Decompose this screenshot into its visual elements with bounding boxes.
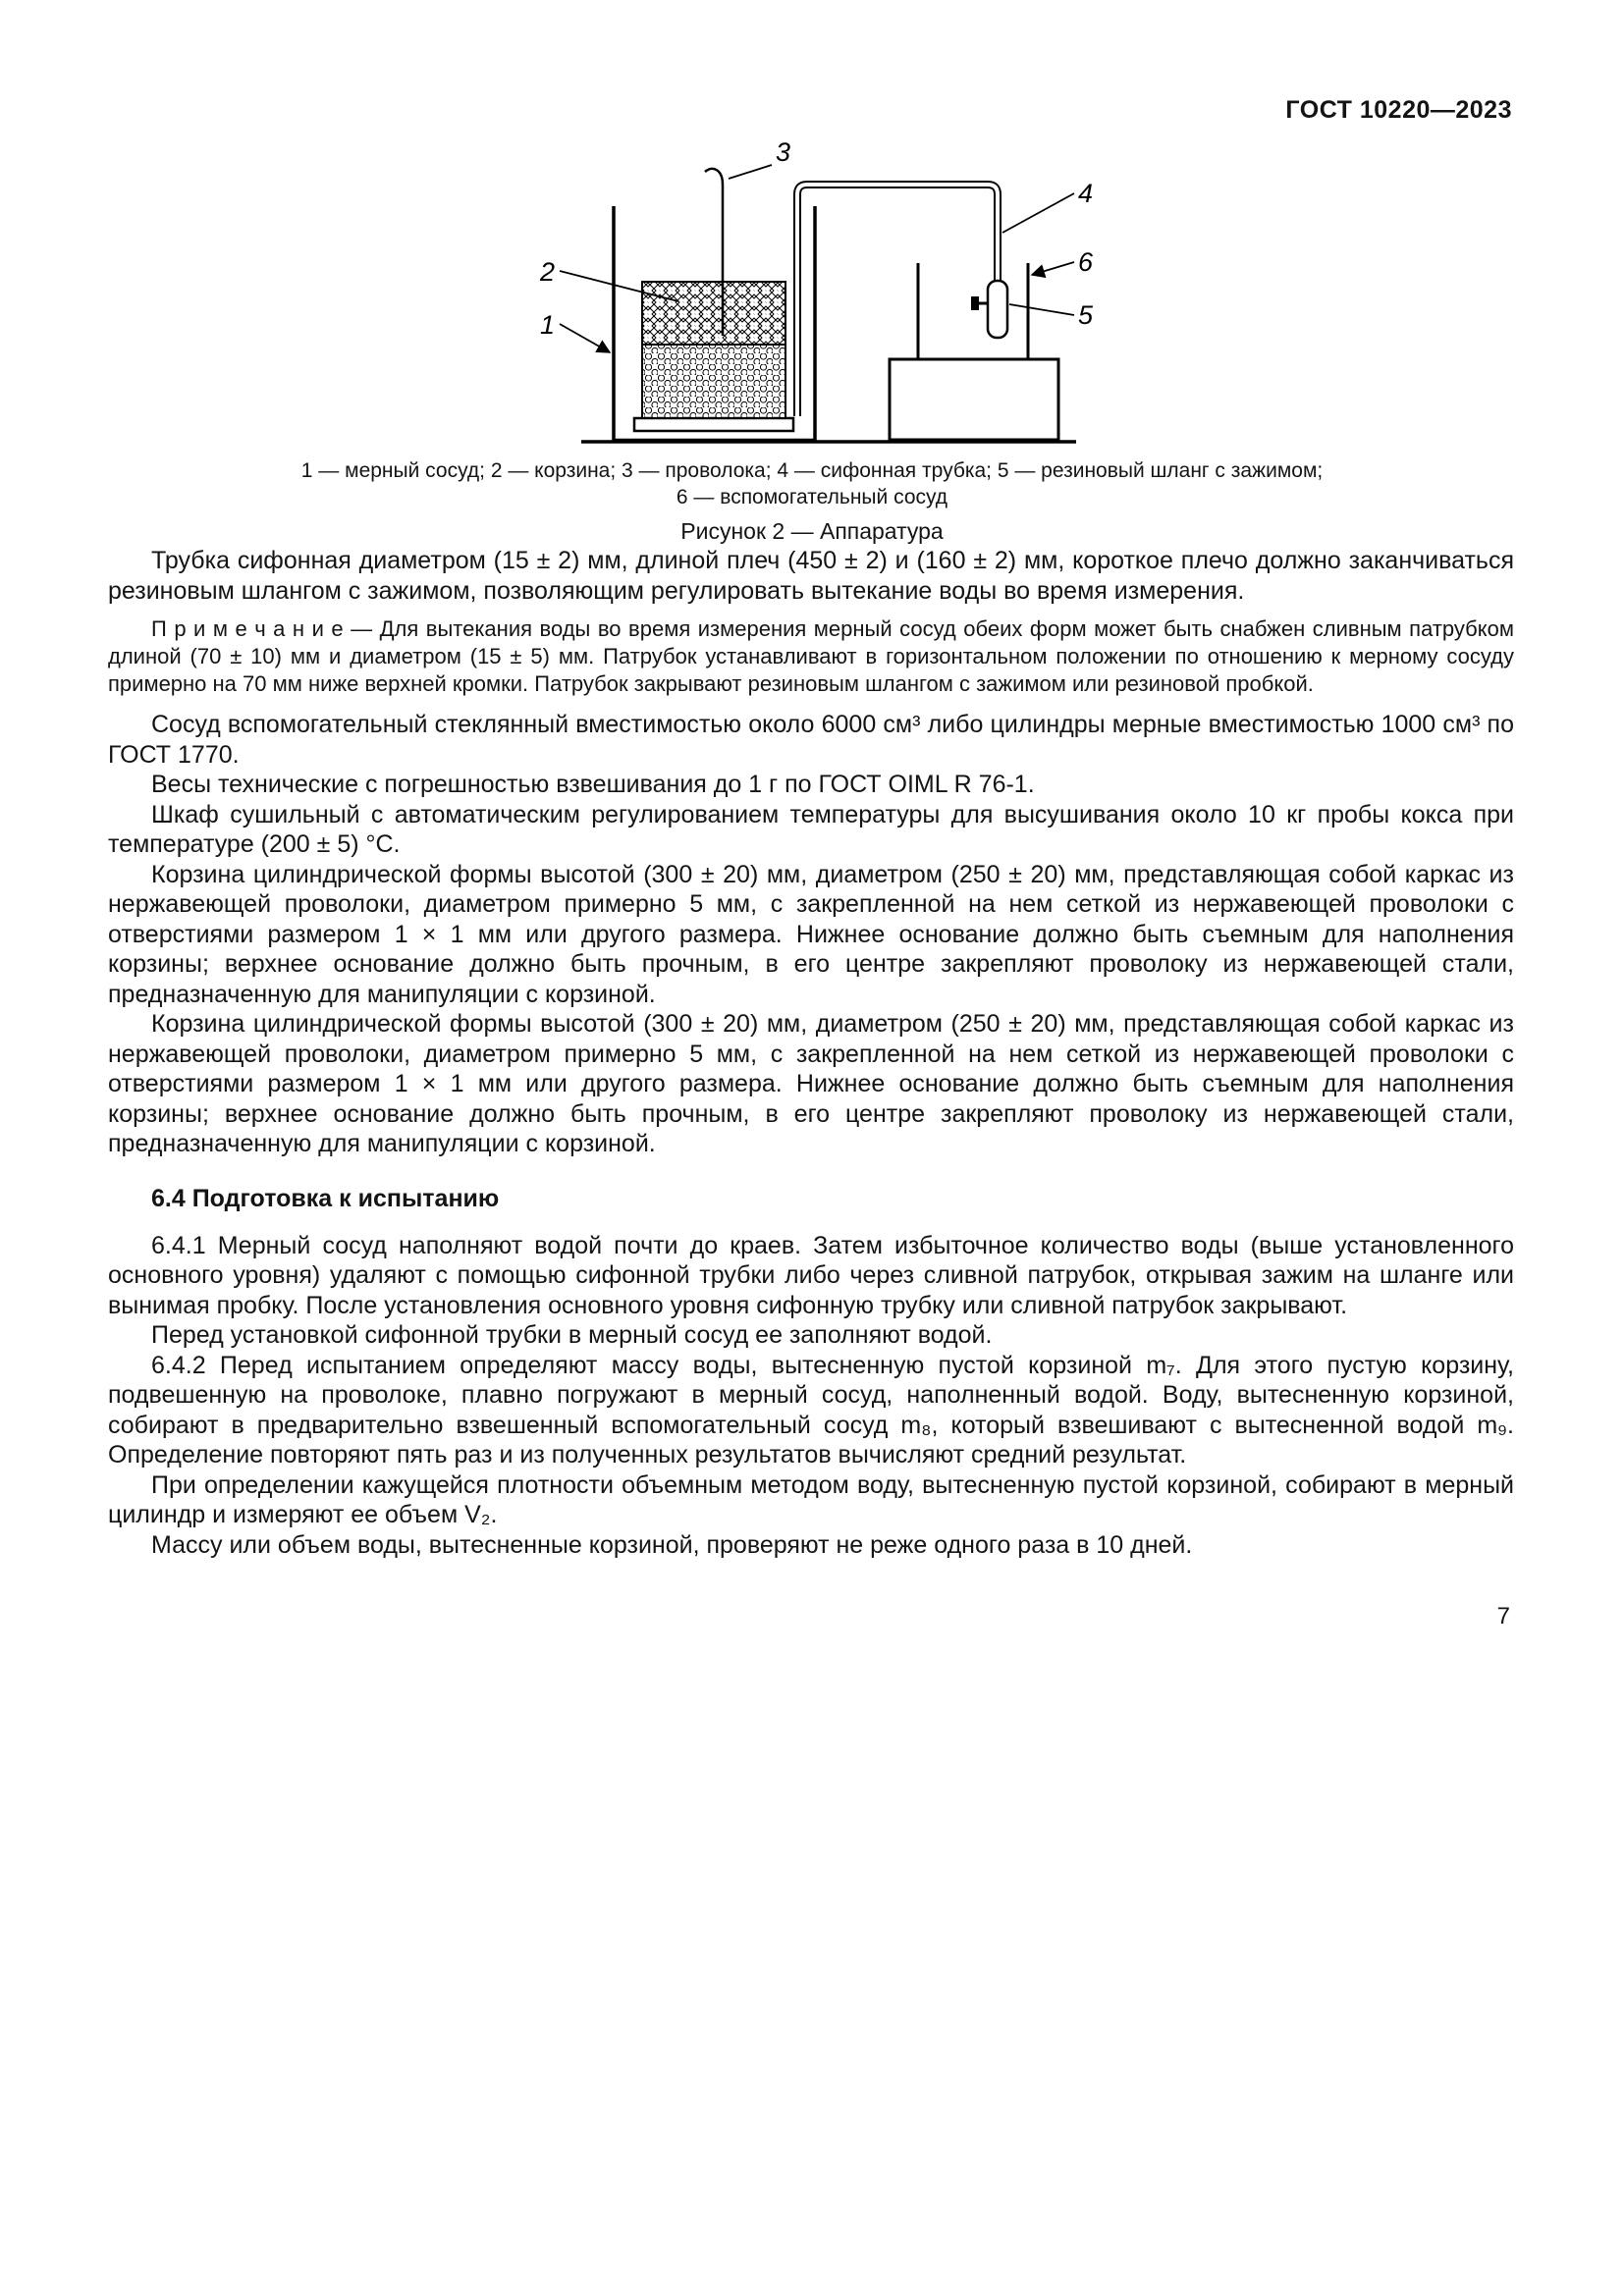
paragraph-siphon-tube: Трубка сифонная диаметром (15 ± 2) мм, длиной плеч (450 ± 2) и (160 ± 2) мм, короткое плечо должно заканчиваться резиновым шлангом с зажимом, позволяющим регулировать вытекание воды во время измерения. xyxy=(108,547,1514,605)
section-heading-6-4: 6.4 Подготовка к испытанию xyxy=(151,1184,500,1212)
paragraph-basket-1: Корзина цилиндрической формы высотой (300 ± 20) мм, диаметром (250 ± 20) мм, представляющая собой каркас из нержавеющей проволоки, диаметром примерно 5 мм, с закрепленной на нем сеткой из нержавеющей проволоки с отверстиями размером 1 × 1 мм или другого размера. Нижнее основание должно быть съемным для наполнения корзины; верхнее основание должно быть прочным, в его центре закрепляют проволоку из нержавеющей стали, предназначенную для манипуляции с корзиной. xyxy=(108,860,1514,1008)
figure-label-5: 5 xyxy=(1078,300,1094,330)
figure-title: Рисунок 2 — Аппаратура xyxy=(680,518,944,544)
figure-apparatus xyxy=(0,137,1624,550)
auxiliary-vessel-shape xyxy=(918,263,1028,359)
paragraph-scales: Весы технические с погрешностью взвешивания до 1 г по ГОСТ OIML R 76-1. xyxy=(151,771,1035,798)
doc-number: ГОСТ 10220—2023 xyxy=(1285,96,1512,124)
apparatus-diagram xyxy=(530,137,1139,461)
figure-label-3: 3 xyxy=(776,137,791,167)
figure-label-4: 4 xyxy=(1078,179,1094,208)
paragraph-drying-oven: Шкаф сушильный с автоматическим регулированием температуры для высушивания около 10 кг пробы кокса при температуре (200 ± 5) °С. xyxy=(108,800,1514,858)
figure-label-1: 1 xyxy=(540,310,556,340)
paragraph-basket-2: Корзина цилиндрической формы высотой (300 ± 20) мм, диаметром (250 ± 20) мм, представляющая собой каркас из нержавеющей проволоки, диаметром примерно 5 мм, с закрепленной на нем сеткой из нержавеющей проволоки с отверстиями размером 1 × 1 мм или другого размера. Нижнее основание должно быть съемным для наполнения корзины; верхнее основание должно быть прочным, в его центре закрепляют проволоку из нержавеющей стали, предназначенную для манипуляции с корзиной. xyxy=(108,1010,1514,1157)
paragraph-note: П р и м е ч а н и е — Для вытекания воды во время измерения мерный сосуд обеих форм может быть снабжен сливным патрубком длиной (70 ± 10) мм и диаметром (15 ± 5) мм. Патрубок устанавливают в горизонтальном положении по отношению к мерному сосуду примерно на 70 мм ниже верхней кромки. Патрубок закрывают резиновым шлангом с зажимом или резиновой пробкой. xyxy=(108,616,1514,696)
figure-caption xyxy=(0,457,1624,510)
figure-label-2: 2 xyxy=(540,257,556,287)
figure-label-6: 6 xyxy=(1078,247,1094,277)
paragraph-check-interval: Массу или объем воды, вытесненные корзиной, проверяют не реже одного раза в 10 дней. xyxy=(151,1530,1193,1559)
siphon-tube-shape xyxy=(797,185,998,416)
figure-caption-line2: 6 — вспомогательный сосуд xyxy=(676,486,948,508)
paragraph-6-4-1: 6.4.1 Мерный сосуд наполняют водой почти до краев. Затем избыточное количество воды (выше установленного основного уровня) удаляют с помощью сифонной трубки либо через сливной патрубок, открывая зажим на шланге или вынимая пробку. После установления основного уровня сифонную трубку или сливной патрубок закрывают. xyxy=(108,1231,1514,1319)
paragraph-before-test: Перед установкой сифонной трубки в мерный сосуд ее заполняют водой. xyxy=(151,1321,993,1349)
figure-caption-line1: 1 — мерный сосуд; 2 — корзина; 3 — проволока; 4 — сифонная трубка; 5 — резиновый шланг с зажимом; xyxy=(300,459,1324,482)
doc-header xyxy=(1285,96,1512,125)
paragraph-volumetric: При определении кажущейся плотности объемным методом воду, вытесненную пустой корзиной, собирают в мерный цилиндр и измеряют ее объем V₂. xyxy=(108,1470,1514,1528)
hose-clamp-shape xyxy=(971,281,1007,338)
paragraph-aux-vessel: Сосуд вспомогательный стеклянный вместимостью около 6000 см³ либо цилиндры мерные вместимостью 1000 см³ по ГОСТ 1770. xyxy=(108,711,1514,769)
body-text xyxy=(108,546,1514,1630)
stand-shape xyxy=(890,359,1058,440)
basket-shape xyxy=(634,282,793,431)
page-number: 7 xyxy=(1496,1603,1510,1629)
paragraph-6-4-2: 6.4.2 Перед испытанием определяют массу воды, вытесненную пустой корзиной m₇. Для этого пустую корзину, подвешенную на проволоке, плавно погружают в мерный сосуд, наполненный водой. Воду, вытесненную корзиной, собирают в предварительно взвешенный вспомогательный сосуд m₈, который взвешивают с вытесненной водой m₉. Определение повторяют пять раз и из полученных результатов вычисляют средний результат. xyxy=(108,1351,1514,1468)
